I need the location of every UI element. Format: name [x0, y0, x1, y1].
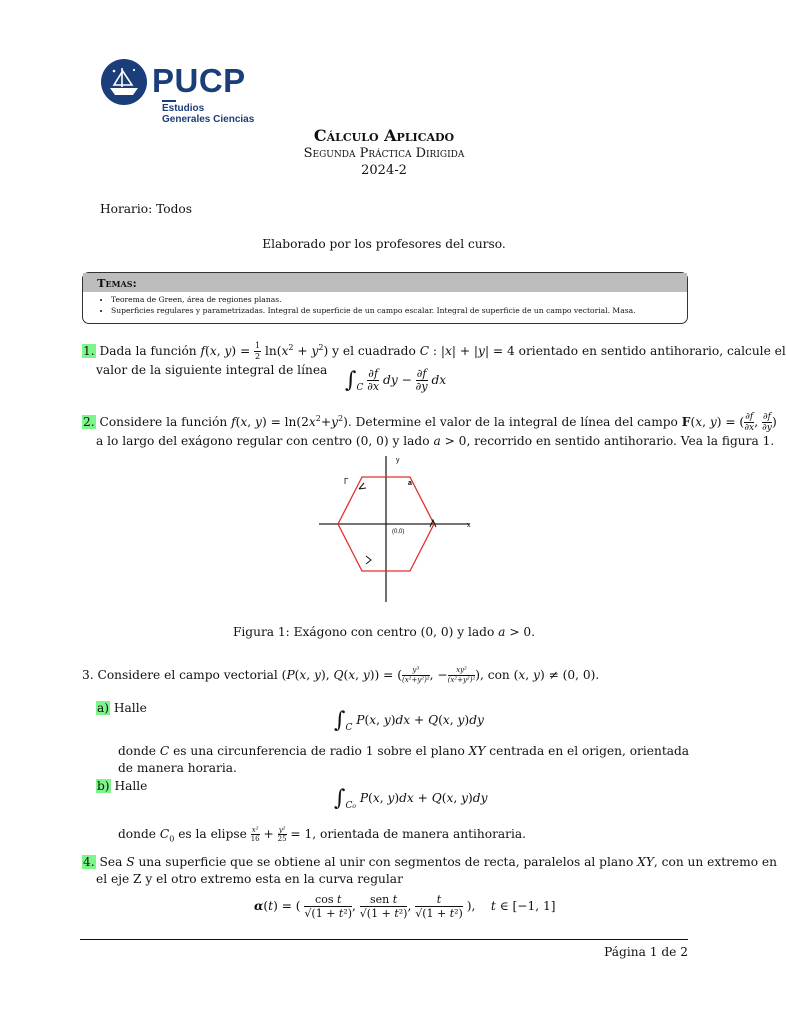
schedule: Horario: Todos	[100, 202, 193, 216]
logo-name: PUCP	[152, 62, 246, 99]
author-note: Elaborado por los profesores del curso.	[262, 237, 506, 251]
problem-number: 1.	[83, 344, 95, 359]
problem-1-line2: valor de la siguiente integral de línea	[96, 363, 328, 378]
problem-number: 4.	[83, 855, 95, 869]
problem-3a: a) Halle	[97, 701, 147, 715]
problem-4: 4. Sea S una superficie que se obtiene al unir con segmentos de recta, paralelos al plano XY, con un extremo en el eje Z y el otro extremo esta en la curva regular	[83, 855, 777, 886]
pucp-logo	[100, 58, 260, 124]
arrow-icon	[359, 483, 366, 489]
line-integral-3b: $\int_{C_0}$ P(x, y)dx + Q(x, y)dy	[334, 786, 488, 811]
problem-3b: b) Halle	[97, 779, 148, 793]
page-subtitle: Segunda Práctica Dirigida	[303, 146, 465, 161]
temas-list	[83, 292, 687, 316]
line-integral-3a: $\int_C$ P(x, y)dx + Q(x, y)dy	[334, 708, 484, 733]
temas-item: • Teorema de Green, área de regiones planas.	[111, 295, 687, 306]
arrow-icon	[366, 556, 371, 564]
footer-rule	[80, 939, 688, 940]
y-label: y	[396, 457, 400, 464]
logo-divider	[162, 100, 176, 102]
problem-2: 2. Considere la función f(x, $y) = \ln(2x^2+y^2)$. Determine el valor de la integral de línea del campo F(x, y) = ( $\frac{\partial f}{\partial x}$ , $\frac{\partial f}{\partial y}$ ) a lo largo del exágono regular con centro (0, 0) y lado a > 0, recorrido en sentido antihorario. Vea la figura 1.	[83, 412, 777, 449]
x-label: x	[467, 522, 471, 529]
problem-number: 2.	[83, 415, 95, 430]
page-number: Página 1 de 2	[604, 945, 688, 959]
hexagon-diagram	[282, 450, 482, 608]
origin-label: (0,0)	[392, 529, 405, 535]
problem-number: 3.	[82, 668, 94, 682]
problem-3b-desc: donde $C_0$ es la elipse $\frac{\text{x²}}{16}$ + $\frac{\text{y²}}{25}$ = 1, orientada de manera antihoraria.	[118, 826, 527, 844]
problem-3: 3. Considere el campo vectorial (P(x, y), Q(x, y)) = ( $\frac{\text{y³}}{\text{(x²+y²)²}}$ , − $\frac{\text{xy²}}{\text{(x²+y²)²}}$ ), con (x, y) ≠ (0, 0).	[82, 666, 600, 684]
problem-3a-desc: donde C es una circunferencia de radio 1 sobre el plano XY centrada en el origen, orientada de manera horaria.	[118, 744, 690, 775]
curve-alpha: α(t) = ( $\frac{\text{cos t}}{\text{√(1 + t²)}}$ , $\frac{\text{sen t}}{\text{√(1 + t²)}}$ , $\frac{t}{\text{√(1 + t²)}}$ ), t ∈ [−1, 1]	[254, 893, 556, 920]
hexagon-figure	[282, 450, 482, 608]
side-label: a	[408, 480, 412, 487]
line-integral-1: $\int_C$ $\frac{\partial f}{\partial x}$ dy − $\frac{\partial f}{\partial y}$ dx	[345, 367, 447, 393]
figure-caption: Figura 1: Exágono con centro (0, 0) y lado a > 0.	[232, 625, 536, 639]
page-title: Cálculo Aplicado	[313, 126, 455, 145]
temas-heading: Temas:	[83, 273, 687, 292]
temas-item: • Superficies regulares y parametrizadas. Integral de superficie de un campo escalar. Integral de superficie de un campo vectorial. Masa.	[111, 306, 687, 317]
logo-line1: Estudios	[162, 103, 205, 114]
temas-box	[82, 272, 688, 324]
logo-line2: Generales Ciencias	[162, 114, 255, 125]
term: 2024-2	[361, 163, 407, 178]
gamma-label: Γ	[344, 477, 349, 486]
problem-1: 1. Dada la función f(x, y) = $\frac{1}{2}$ $\ln(x^2 + y^2)$ y el cuadrado C : |x| + |y| = 4 orientado en sentido antihorario, calcule el valor de la siguiente integral de línea	[83, 341, 786, 378]
ship-emblem-icon	[100, 58, 148, 106]
